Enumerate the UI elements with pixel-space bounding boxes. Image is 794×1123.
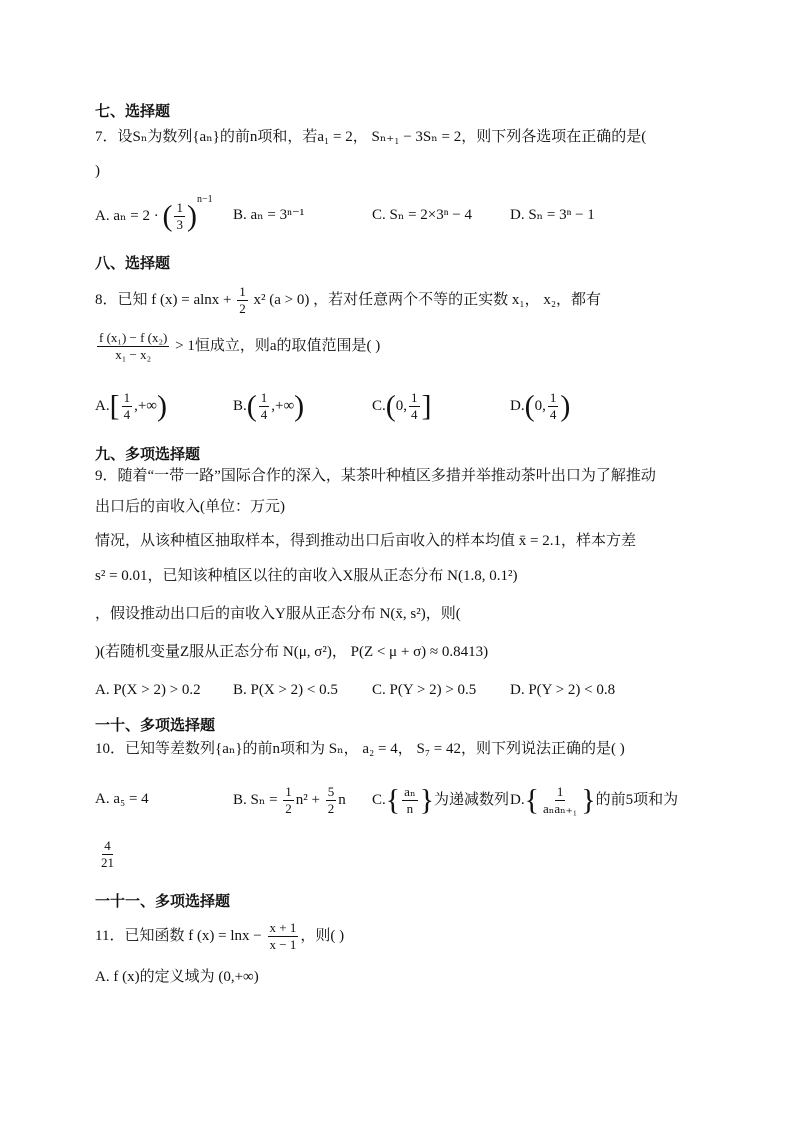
right-bracket-glyph: ] <box>421 389 432 423</box>
q11-stem-part-a: 11．已知函数 f (x) = lnx − <box>95 927 262 944</box>
q9-option-a: A. P(X > 2) > 0.2 <box>95 682 201 698</box>
q8-condition-num: f (x₁) − f (x₂) <box>99 330 168 345</box>
right-paren-glyph: ) <box>186 199 197 233</box>
section-heading-8: 八、选择题 <box>95 254 171 272</box>
q11-stem-num: x + 1 <box>269 920 297 935</box>
q10-continuation-fraction <box>99 838 116 871</box>
q7-option-b: B. aₙ = 3ⁿ⁻¹ <box>233 207 305 223</box>
q8-option-d-num: 1 <box>549 390 557 405</box>
q8-option-a <box>95 390 167 423</box>
left-paren-glyph: ( <box>385 389 396 423</box>
q8-option-a-label: A. <box>95 397 110 414</box>
q10-option-b-num-1: 1 <box>285 784 292 799</box>
q7-stem-line2: ) <box>95 163 100 179</box>
q8-stem-frac-num: 1 <box>239 284 246 299</box>
q10-option-d-tail: 的前5项和为 <box>595 791 679 808</box>
left-brace-glyph: { <box>524 783 539 817</box>
q8-option-d-fraction <box>548 390 559 423</box>
q8-option-c-label: C. <box>372 397 386 414</box>
q8-stem-line2 <box>95 330 380 363</box>
left-paren-glyph: ( <box>524 389 535 423</box>
right-brace-glyph: } <box>581 783 596 817</box>
q7-option-d: D. Sₙ = 3ⁿ − 1 <box>510 207 595 223</box>
q8-option-c-fraction <box>409 390 420 423</box>
q8-option-c-num: 1 <box>411 390 418 405</box>
q10-option-c <box>372 784 509 817</box>
q10-option-c-tail: 为递减数列 <box>433 791 509 808</box>
q8-stem-fraction <box>237 284 248 317</box>
right-brace-glyph: } <box>419 783 434 817</box>
q10-option-b-fraction-1 <box>283 784 294 817</box>
left-paren-glyph: ( <box>246 389 257 423</box>
q7-option-a-fraction <box>174 200 185 233</box>
q11-stem-den: x − 1 <box>269 937 297 952</box>
q8-stem-part-a: 8．已知 f (x) = alnx + <box>95 291 232 308</box>
q10-option-b-den-2: 2 <box>327 801 335 816</box>
q9-stem-line4: s² = 0.01，已知该种植区以往的亩收入X服从正态分布 N(1.8, 0.1²) <box>95 568 518 584</box>
q8-option-a-tail: ,+∞ <box>134 397 157 414</box>
q7-option-c: C. Sₙ = 2×3ⁿ − 4 <box>372 207 472 223</box>
section-heading-9: 九、多项选择题 <box>95 445 201 463</box>
q8-stem-frac-den: 2 <box>239 301 246 316</box>
q8-option-c <box>372 390 432 423</box>
q7-option-a-exp: n−1 <box>196 193 213 205</box>
q9-stem-line1: 9．随着“一带一路”国际合作的深入，某茶叶种植区多措并举推动茶叶出口为了解推动 <box>95 468 656 484</box>
q9-stem-line5: ，假设推动出口后的亩收入Y服从正态分布 N(x̄, s²)，则( <box>95 606 461 622</box>
q10-option-b-den-1: 2 <box>285 801 292 816</box>
section-heading-7: 七、选择题 <box>95 102 171 120</box>
q10-option-d-label: D. <box>510 791 525 808</box>
q8-option-c-den: 4 <box>411 407 418 422</box>
q10-option-b-num-2: 5 <box>327 784 335 799</box>
q10-option-b-fraction-2 <box>326 784 337 817</box>
q10-option-d-den: aₙaₙ₊₁ <box>543 801 578 816</box>
q10-option-d <box>510 784 678 817</box>
q8-option-c-head: 0, <box>395 397 408 414</box>
q8-stem-line1 <box>95 284 601 317</box>
q10-option-b-end: n <box>338 791 346 808</box>
q11-stem-line1 <box>95 920 344 953</box>
q7-option-a-den: 3 <box>176 217 183 232</box>
section-heading-11: 一十一、多项选择题 <box>95 892 231 910</box>
q8-option-b-fraction <box>259 390 270 423</box>
q7-option-a-num: 1 <box>176 200 183 215</box>
left-paren-glyph: ( <box>162 199 173 233</box>
q9-stem-line2: 出口后的亩收入(单位：万元) <box>95 499 285 515</box>
q8-option-d-den: 4 <box>549 407 557 422</box>
q10-option-c-fraction <box>402 784 417 817</box>
q10-option-b-prefix: B. Sₙ = <box>233 791 278 808</box>
q8-stem-part-b: x² (a > 0) ，若对任意两个不等的正实数 x₁， x₂，都有 <box>253 291 602 308</box>
q11-stem-fraction <box>268 920 299 953</box>
q7-option-a-prefix: A. aₙ = 2 · <box>95 207 159 224</box>
q10-option-b <box>233 784 346 817</box>
q8-stem-line2-text: > 1恒成立，则a的取值范围是( ) <box>175 337 381 354</box>
q10-option-b-mid: n² + <box>295 791 321 808</box>
q8-option-b-num: 1 <box>260 390 268 405</box>
left-bracket-glyph: [ <box>109 389 120 423</box>
q8-option-b-tail: ,+∞ <box>271 397 295 414</box>
section-heading-10: 一十、多项选择题 <box>95 716 216 734</box>
q9-option-b: B. P(X > 2) < 0.5 <box>233 682 338 698</box>
q10-option-d-num: 1 <box>556 784 564 799</box>
q11-option-a: A. f (x)的定义域为 (0,+∞) <box>95 969 259 985</box>
q7-stem-line1: 7．设Sₙ为数列{aₙ}的前n项和，若a₁ = 2， Sₙ₊₁ − 3Sₙ = 2，则下列各选项在正确的是( <box>95 129 647 145</box>
q10-continuation-num: 4 <box>104 838 111 853</box>
q10-option-c-label: C. <box>372 791 386 808</box>
q8-option-a-den: 4 <box>123 407 131 422</box>
q8-condition-den: x₁ − x₂ <box>115 347 152 362</box>
q7-option-a <box>95 193 213 233</box>
q10-option-a: A. a₅ = 4 <box>95 791 149 807</box>
q9-stem-line6: )(若随机变量Z服从正态分布 N(μ, σ²)， P(Z < μ + σ) ≈ 0.8413) <box>95 644 489 660</box>
q10-option-c-den: n <box>406 801 414 816</box>
q8-option-b <box>233 390 304 423</box>
q11-stem-part-b: ，则( ) <box>300 927 345 944</box>
q9-option-c: C. P(Y > 2) > 0.5 <box>372 682 477 698</box>
q10-option-d-fraction <box>541 784 579 817</box>
left-brace-glyph: { <box>385 783 401 817</box>
q10-option-c-num: aₙ <box>404 784 416 799</box>
right-paren-glyph: ) <box>560 389 571 423</box>
q10-option-d-continuation <box>97 838 118 871</box>
q8-option-d-label: D. <box>510 397 525 414</box>
q8-option-d <box>510 390 570 423</box>
q8-condition-fraction <box>97 330 169 363</box>
q8-option-a-fraction <box>122 390 133 423</box>
q9-option-d: D. P(Y > 2) < 0.8 <box>510 682 616 698</box>
q8-option-b-label: B. <box>233 397 247 414</box>
q8-option-d-head: 0, <box>534 397 546 414</box>
q10-continuation-den: 21 <box>101 855 114 870</box>
q10-stem-line1: 10．已知等差数列{aₙ}的前n项和为 Sₙ， a₂ = 4， S₇ = 42，则下列说法正确的是( ) <box>95 741 625 757</box>
q8-option-a-num: 1 <box>123 390 131 405</box>
q8-option-b-den: 4 <box>260 407 268 422</box>
right-paren-glyph: ) <box>294 389 305 423</box>
q9-stem-line3: 情况，从该种植区抽取样本，得到推动出口后亩收入的样本均值 x̄ = 2.1，样本方差 <box>95 533 636 549</box>
right-paren-glyph: ) <box>157 389 167 423</box>
